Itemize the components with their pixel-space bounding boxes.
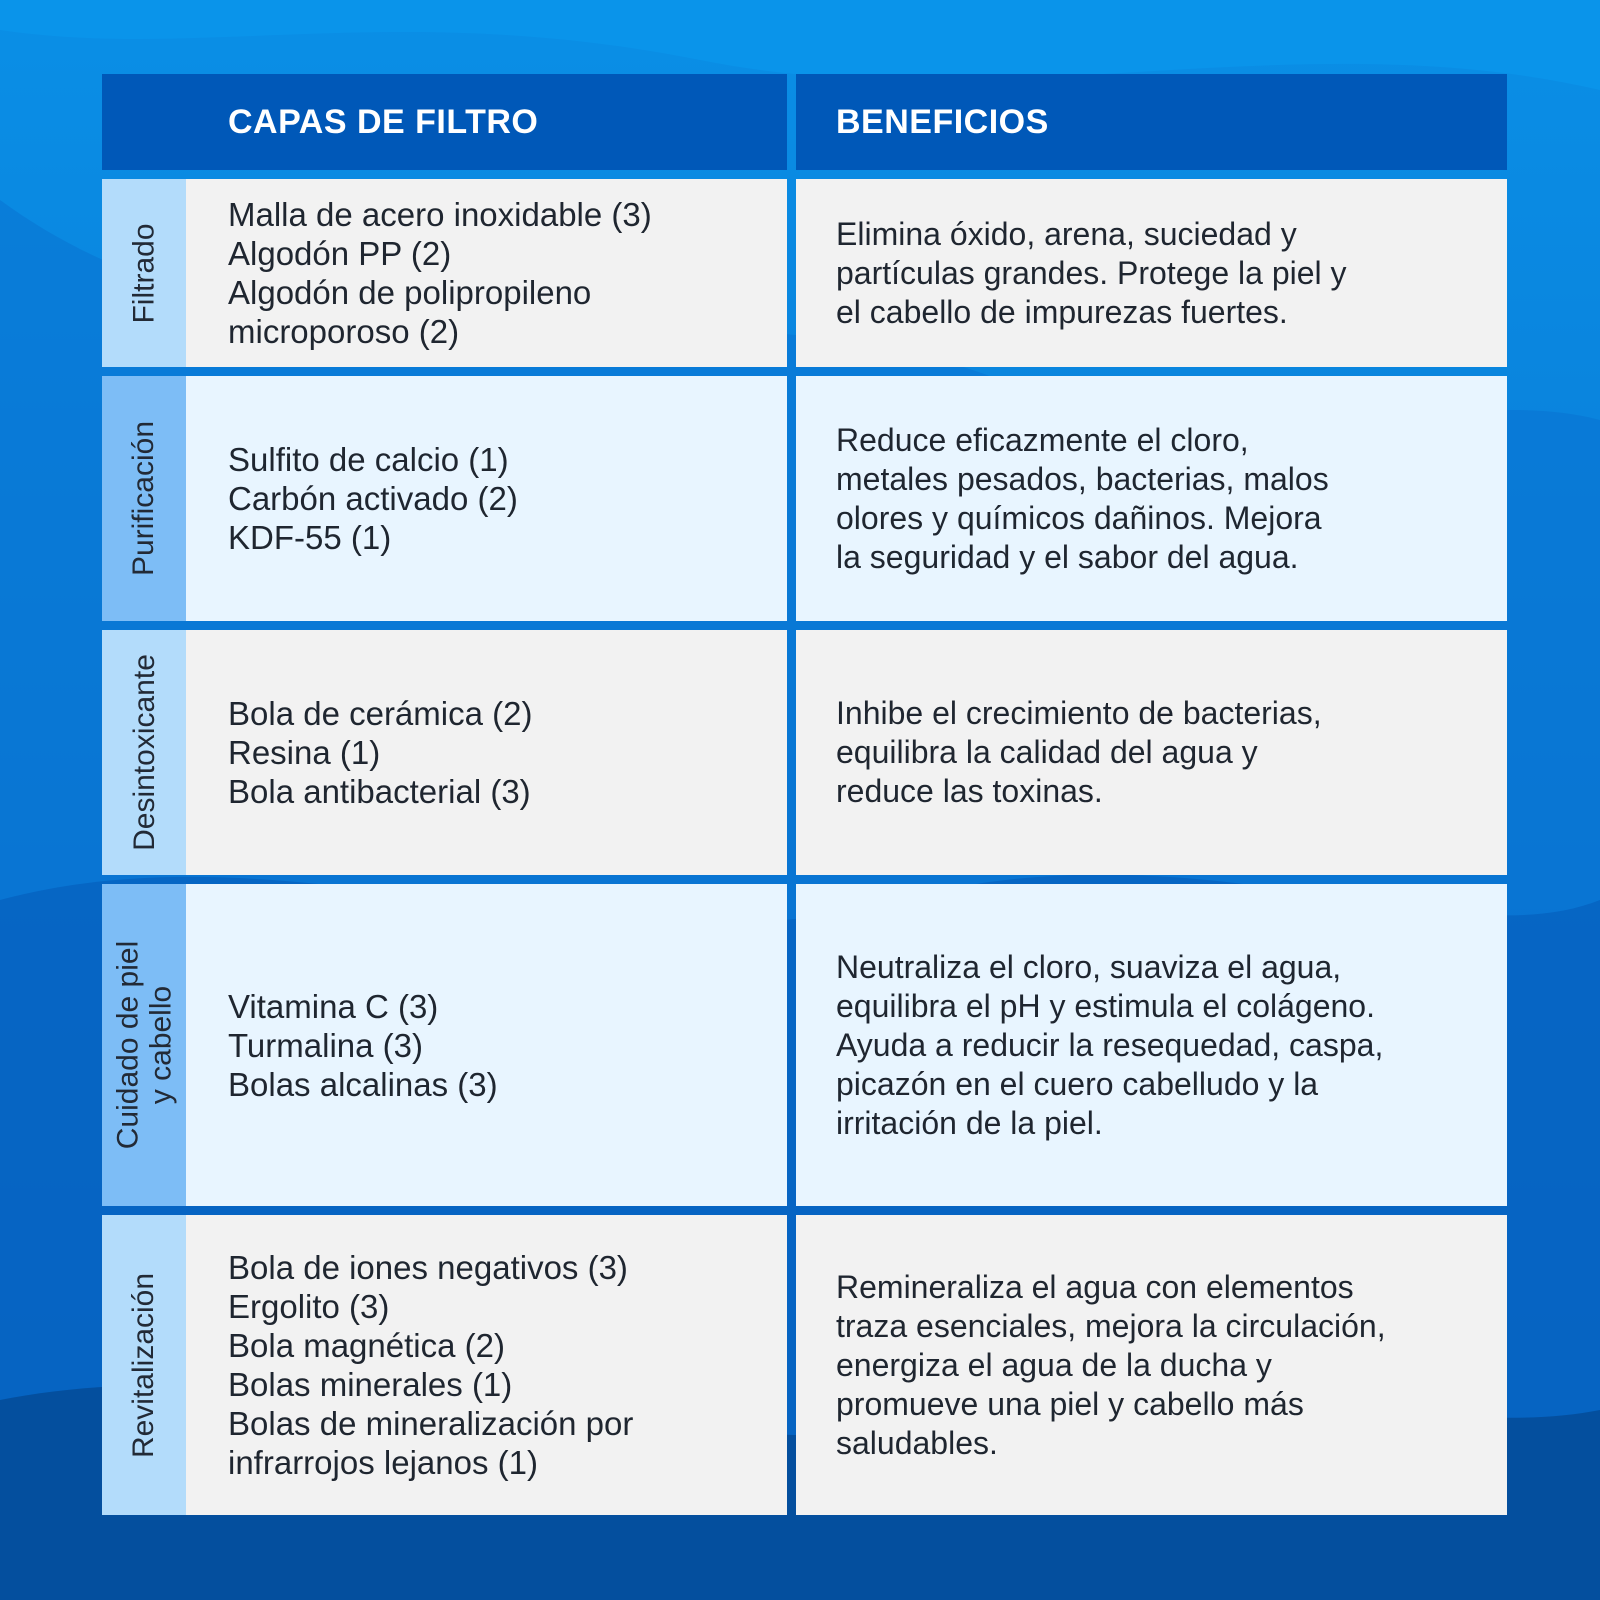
- benefits-cell-filtrado: [796, 179, 1507, 367]
- layer-item: microporoso (2): [228, 313, 460, 350]
- layer-item: Carbón activado (2): [228, 480, 518, 517]
- layer-item: Malla de acero inoxidable (3): [228, 196, 652, 233]
- benefits-cell-revitalizacion: [796, 1215, 1507, 1515]
- category-label-cuidado: [102, 884, 186, 1206]
- benefit-line: promueve una piel y cabello más: [836, 1385, 1304, 1422]
- category-label-filtrado: [102, 179, 186, 367]
- benefit-line: equilibra el pH y estimula el colágeno.: [836, 987, 1375, 1024]
- benefit-line: saludables.: [836, 1424, 998, 1461]
- layer-item: Bola magnética (2): [228, 1327, 505, 1364]
- layers-cell-purificacion: [186, 376, 787, 621]
- layer-item: KDF-55 (1): [228, 519, 392, 556]
- layer-item: Bola de cerámica (2): [228, 695, 533, 732]
- layer-item: Turmalina (3): [228, 1026, 423, 1064]
- benefit-line: Ayuda a reducir la resequedad, caspa,: [836, 1026, 1384, 1063]
- category-label-purificacion: [102, 376, 186, 621]
- benefit-line: olores y químicos dañinos. Mejora: [836, 499, 1322, 536]
- benefits-cell-cuidado: [796, 884, 1507, 1206]
- layers-header-text: CAPAS DE FILTRO: [228, 102, 539, 141]
- benefit-line: Elimina óxido, arena, suciedad y: [836, 215, 1297, 252]
- benefit-line: Inhibe el crecimiento de bacterias,: [836, 695, 1322, 731]
- benefit-line: equilibra la calidad del agua y: [836, 734, 1258, 770]
- benefits-header-text: BENEFICIOS: [836, 102, 1049, 141]
- layer-item: Sulfito de calcio (1): [228, 441, 509, 478]
- benefit-line: Neutraliza el cloro, suaviza el agua,: [836, 948, 1342, 985]
- benefits-cell-purificacion: [796, 376, 1507, 621]
- layer-item: Bolas de mineralización por: [228, 1405, 634, 1442]
- category-text: Filtrado: [127, 222, 161, 324]
- category-label-desintoxicante: [102, 630, 186, 875]
- layers-cell-filtrado: [186, 179, 787, 367]
- layer-item: Vitamina C (3): [228, 987, 439, 1025]
- benefit-line: el cabello de impurezas fuertes.: [836, 293, 1288, 330]
- benefit-line: partículas grandes. Protege la piel y: [836, 254, 1347, 291]
- category-text: y cabello: [144, 985, 177, 1105]
- layers-cell-revitalizacion: [186, 1215, 787, 1515]
- benefit-line: picazón en el cuero cabelludo y la: [836, 1065, 1319, 1102]
- layer-item: Bolas minerales (1): [228, 1366, 513, 1403]
- category-text: Cuidado de piel: [111, 940, 144, 1150]
- category-text: Revitalización: [127, 1272, 161, 1458]
- benefit-line: reduce las toxinas.: [836, 773, 1103, 809]
- layer-item: Resina (1): [228, 734, 381, 771]
- benefit-line: irritación de la piel.: [836, 1104, 1103, 1141]
- layer-item: Bola antibacterial (3): [228, 773, 531, 810]
- layer-item: Algodón PP (2): [228, 235, 452, 272]
- category-label-revitalizacion: [102, 1215, 186, 1515]
- layer-item: Ergolito (3): [228, 1288, 390, 1325]
- benefit-line: energiza el agua de la ducha y: [836, 1346, 1272, 1383]
- benefit-line: traza esenciales, mejora la circulación,: [836, 1307, 1386, 1344]
- category-text: Purificación: [127, 420, 161, 577]
- filter-layers-table: [102, 74, 1498, 1515]
- layers-cell-desintoxicante: [186, 630, 787, 875]
- layer-item: Bolas alcalinas (3): [228, 1065, 498, 1103]
- layers-header: [102, 74, 787, 170]
- benefits-header: [796, 74, 1507, 170]
- layer-item: Bola de iones negativos (3): [228, 1249, 628, 1286]
- benefit-line: metales pesados, bacterias, malos: [836, 460, 1329, 497]
- layer-item: Algodón de polipropileno: [228, 274, 592, 311]
- benefit-line: Remineraliza el agua con elementos: [836, 1268, 1354, 1305]
- benefits-cell-desintoxicante: [796, 630, 1507, 875]
- benefit-line: la seguridad y el sabor del agua.: [836, 538, 1299, 575]
- layer-item: infrarrojos lejanos (1): [228, 1444, 538, 1481]
- category-text: Desintoxicante: [127, 654, 161, 851]
- layers-cell-cuidado: [186, 884, 787, 1206]
- benefit-line: Reduce eficazmente el cloro,: [836, 421, 1249, 458]
